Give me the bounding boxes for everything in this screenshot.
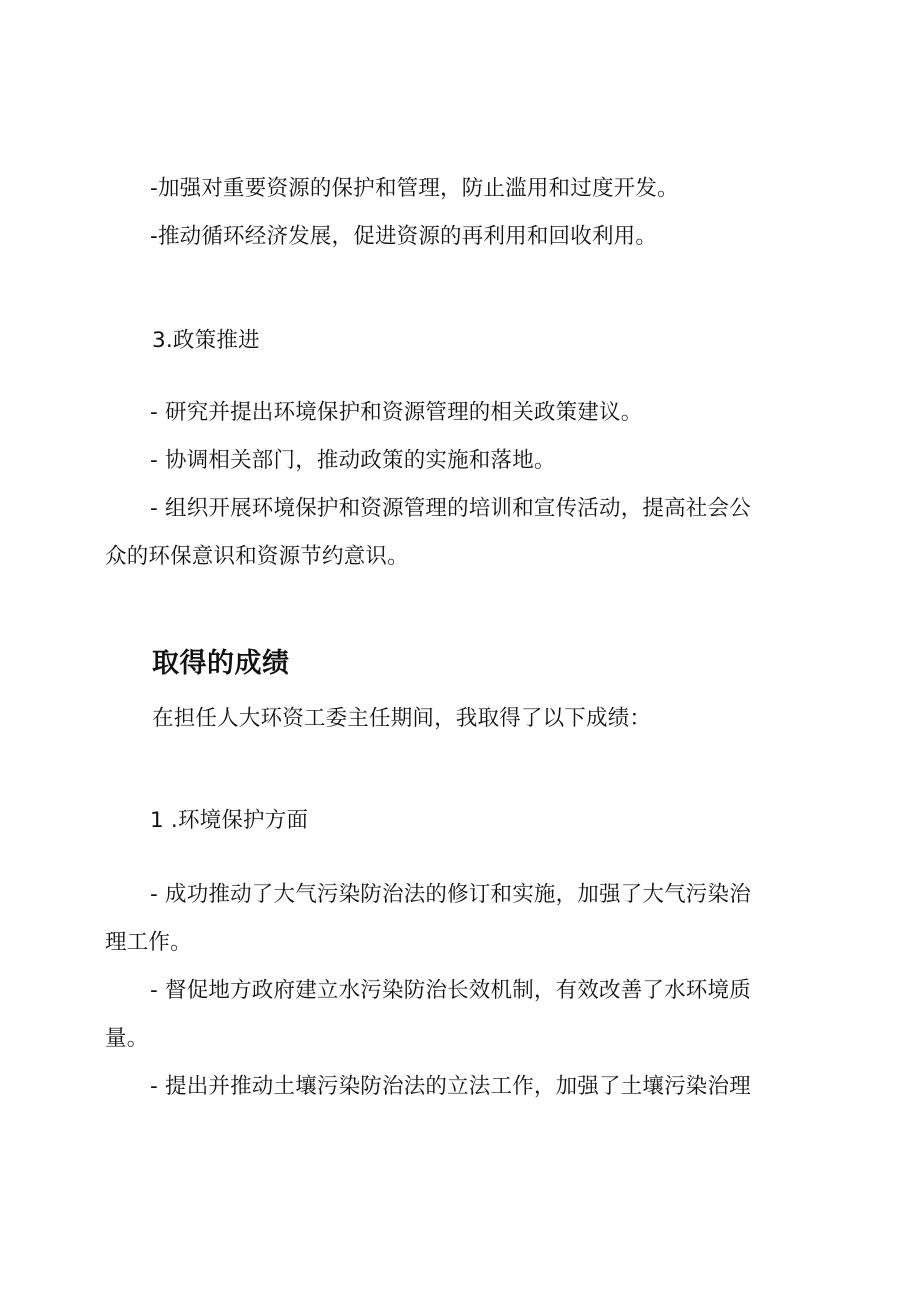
bullet-line: - 成功推动了大气污染防治法的修订和实施，加强了大气污染治 [150,882,751,907]
section-title: 3.政策推进 [152,328,260,353]
bullet-line: -加强对重要资源的保护和管理，防止滥用和过度开发。 [150,176,679,201]
bullet-line: - 督促地方政府建立水污染防治长效机制，有效改善了水环境质 [150,978,751,1003]
section-heading: 取得的成绩 [152,648,290,679]
bullet-line: - 提出并推动土壤污染防治法的立法工作，加强了土壤污染治理 [150,1074,751,1099]
bullet-line-continuation: 量。 [105,1026,149,1051]
bullet-line: - 协调相关部门，推动政策的实施和落地。 [150,448,556,473]
bullet-line: - 组织开展环境保护和资源管理的培训和宣传活动，提高社会公 [150,496,751,521]
bullet-line-continuation: 理工作。 [105,930,192,955]
bullet-line-continuation: 众的环保意识和资源节约意识。 [105,544,409,569]
subsection-title: 1 .环境保护方面 [150,808,309,833]
intro-text: 在担任人大环资工委主任期间，我取得了以下成绩： [152,706,652,731]
bullet-line: -推动循环经济发展，促进资源的再利用和回收利用。 [150,224,658,249]
bullet-line: - 研究并提出环境保护和资源管理的相关政策建议。 [150,400,643,425]
